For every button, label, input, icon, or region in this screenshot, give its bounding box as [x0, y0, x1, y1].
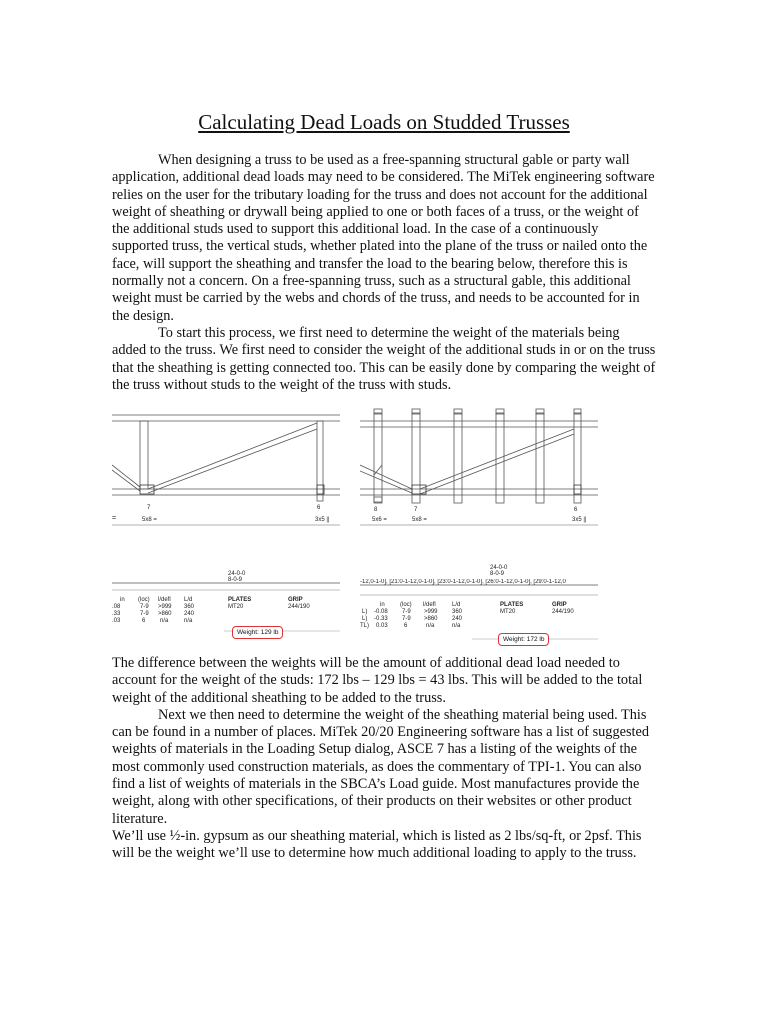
- plate-value: MT20: [228, 604, 244, 610]
- joint-label: 6: [317, 505, 321, 511]
- table-header: in: [120, 597, 125, 603]
- body-text-top: [112, 152, 656, 394]
- table-cell: -0.33: [374, 616, 388, 622]
- paragraph: The difference between the weights will be the amount of additional dead load needed to account for the weight of the studs: 172 lbs – 129 lbs = 43 lbs. This will be added to the total weight of the additional sheathing to be added to the truss.: [112, 655, 643, 706]
- plates-header: PLATES: [228, 597, 252, 603]
- grip-value: 244/190: [288, 604, 310, 610]
- paragraph: When designing a truss to be used as a free-spanning structural gable or party wall application, additional dead loads may need to be considered. The MiTek engineering software relies on the user for the tributary loading for the truss and does not account for the additional weight of sheathing or drywall being applied to one or both faces of a truss, or the weight of the additional studs used to support this additional load. In the case of a continuously supported truss, the vertical studs, whether plated into the plane of the truss or nailed onto the face, will support the sheathing and transfer the load to the bearing below, therefore this is normally not a concern. On a free-spanning truss, such as a structural gable, this additional weight must be carried by the webs and chords of the truss, and needs to be accounted for in the design.: [112, 152, 655, 324]
- plate-label: 5x8 =: [142, 517, 157, 523]
- plate-label: 5x6 =: [372, 517, 387, 523]
- table-cell: -0.08: [374, 609, 388, 615]
- table-cell: n/a: [452, 623, 461, 629]
- joint-label: 8: [374, 507, 378, 513]
- dimension-label: 8-0-9: [490, 571, 505, 577]
- plate-mark: =: [112, 515, 117, 522]
- table-cell: 360: [452, 609, 463, 615]
- truss-with-studs-figure: [360, 405, 598, 650]
- joint-label: 7: [414, 507, 418, 513]
- table-cell: >999: [158, 604, 172, 610]
- table-header: L/d: [452, 602, 461, 608]
- table-cell: 360: [184, 604, 195, 610]
- row-prefix: TL): [360, 623, 369, 629]
- table-header: l/defl: [158, 597, 171, 603]
- truss-without-studs-figure: [112, 405, 340, 645]
- weight-badge: Weight: 172 lb: [498, 633, 549, 646]
- table-cell: >860: [158, 611, 172, 617]
- row-prefix: L): [362, 609, 368, 615]
- table-cell: .33: [112, 611, 121, 617]
- table-cell: 0.03: [376, 623, 388, 629]
- table-cell: 6: [142, 618, 146, 624]
- table-header: (loc): [138, 597, 150, 603]
- joint-label: 6: [574, 507, 578, 513]
- dimension-label: 24-0-0: [228, 571, 246, 577]
- plate-label: 3x5 ||: [315, 517, 330, 523]
- row-prefix: L): [362, 616, 368, 622]
- plate-label: 3x5 ||: [572, 517, 587, 523]
- page-title: Calculating Dead Loads on Studded Trusses: [198, 110, 570, 134]
- table-cell: >999: [424, 609, 438, 615]
- plate-label: 5x8 =: [412, 517, 427, 523]
- paragraph: Next we then need to determine the weight of the sheathing material being used. This can be found in a number of places. MiTek 20/20 Engineering software has a list of suggested weights of materials in the Loading Setup dialog, ASCE 7 has a listing of the weights of the most commonly used construction materials, as does the commentary of TPI-1. You can also find a list of weights of materials in the SBCA’s Load guide. Most manufactures provide the weight, along with other specifications, of their products on their websites or other product literature.: [112, 706, 649, 827]
- body-text-bottom: [112, 655, 656, 863]
- table-cell: n/a: [184, 618, 193, 624]
- grip-value: 244/190: [552, 609, 574, 615]
- table-header: L/d: [184, 597, 193, 603]
- grip-header: GRIP: [552, 602, 567, 608]
- table-cell: 240: [184, 611, 195, 617]
- table-cell: n/a: [160, 618, 169, 624]
- table-cell: .08: [112, 604, 121, 610]
- table-cell: .03: [112, 618, 121, 624]
- table-cell: n/a: [426, 623, 435, 629]
- dimension-label: 24-0-0: [490, 565, 508, 571]
- weight-badge: Weight: 129 lb: [232, 626, 283, 639]
- table-cell: 7-9: [140, 604, 149, 610]
- table-cell: >860: [424, 616, 438, 622]
- load-line: -12,0-1-0], [21:0-1-12,0-1-0], [23:0-1-12,0-1-0], [26:0-1-12,0-1-0], [29:0-1-12,0: [360, 579, 566, 585]
- paragraph: To start this process, we first need to determine the weight of the materials being added to the truss. We first need to consider the weight of the additional studs in or on the truss that the sheathing is getting connected too. This can be easily done by comparing the weight of the truss without studs to the weight of the truss with studs.: [112, 324, 656, 393]
- table-cell: 7-9: [402, 616, 411, 622]
- plates-header: PLATES: [500, 602, 524, 608]
- table-header: (loc): [400, 602, 412, 608]
- joint-label: 7: [147, 505, 151, 511]
- table-cell: 6: [404, 623, 408, 629]
- table-cell: 7-9: [140, 611, 149, 617]
- plate-value: MT20: [500, 609, 516, 615]
- table-cell: 240: [452, 616, 463, 622]
- grip-header: GRIP: [288, 597, 303, 603]
- table-cell: 7-9: [402, 609, 411, 615]
- dimension-label: 8-0-9: [228, 577, 243, 583]
- table-header: in: [380, 602, 385, 608]
- table-header: l/defl: [423, 602, 436, 608]
- paragraph: We’ll use ½-in. gypsum as our sheathing material, which is listed as 2 lbs/sq-ft, or 2psf. This will be the weight we’ll use to determine how much additional loading to apply to the truss.: [112, 827, 642, 862]
